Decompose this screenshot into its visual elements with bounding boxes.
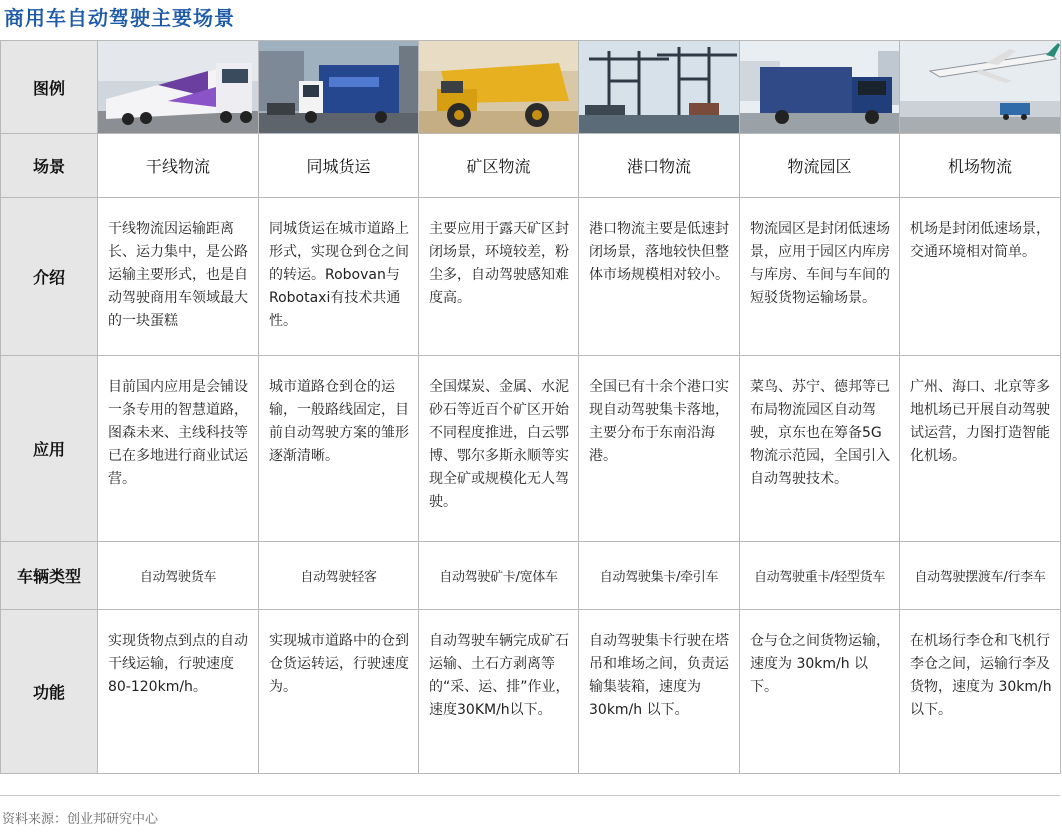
- function-cell: 在机场行李仓和飞机行李仓之间，运输行李及货物，速度为 30km/h 以下。: [900, 610, 1061, 774]
- mining-truck-photo: [419, 41, 579, 134]
- vehicle-type-cell: 自动驾驶集卡/牵引车: [579, 542, 740, 610]
- box-truck-photo: [740, 41, 900, 134]
- scene-cell: 同城货运: [259, 134, 419, 198]
- vehicle-type-cell: 自动驾驶矿卡/宽体车: [419, 542, 579, 610]
- function-row: [1, 610, 1061, 774]
- scene-cell: 物流园区: [740, 134, 900, 198]
- application-cell: 菜鸟、苏宁、德邦等已布局物流园区自动驾驶，京东也在筹备5G物流示范园，全国引入自动驾驶技术。: [740, 356, 900, 542]
- delivery-van-photo: [259, 41, 419, 134]
- intro-cell: 同城货运在城市道路上形式，实现仓到仓之间的转运。Robovan与Robotaxi有技术共通性。: [259, 198, 419, 356]
- airplane-photo: [900, 41, 1061, 134]
- row-header-intro: 介绍: [1, 198, 98, 356]
- scene-cell: 矿区物流: [419, 134, 579, 198]
- row-header-function: 功能: [1, 610, 98, 774]
- function-cell: 实现城市道路中的仓到仓货运转运，行驶速度为。: [259, 610, 419, 774]
- application-row: [1, 356, 1061, 542]
- row-header-vehicle-type: 车辆类型: [1, 542, 98, 610]
- function-cell: 自动驾驶集卡行驶在塔吊和堆场之间，负责运输集装箱，速度为 30km/h 以下。: [579, 610, 740, 774]
- application-cell: 目前国内应用是会铺设一条专用的智慧道路，图森未来、主线科技等已在多地进行商业试运营。: [98, 356, 259, 542]
- scene-cell: 干线物流: [98, 134, 259, 198]
- application-cell: 广州、海口、北京等多地机场已开展自动驾驶试运营，力图打造智能化机场。: [900, 356, 1061, 542]
- scene-cell: 港口物流: [579, 134, 740, 198]
- application-cell: 城市道路仓到仓的运输，一般路线固定，目前自动驾驶方案的雏形逐渐清晰。: [259, 356, 419, 542]
- row-header-scene: 场景: [1, 134, 98, 198]
- function-cell: 实现货物点到点的自动干线运输，行驶速度80-120km/h。: [98, 610, 259, 774]
- intro-row: [1, 198, 1061, 356]
- semi-truck-photo: [98, 41, 259, 134]
- port-crane-photo: [579, 41, 740, 134]
- footer-divider: [0, 795, 1060, 796]
- scenario-table: [0, 40, 1061, 774]
- legend-row: [1, 41, 1061, 134]
- application-cell: 全国已有十余个港口实现自动驾驶集卡落地，主要分布于东南沿海港。: [579, 356, 740, 542]
- intro-cell: 港口物流主要是低速封闭场景，落地较快但整体市场规模相对较小。: [579, 198, 740, 356]
- row-header-application: 应用: [1, 356, 98, 542]
- source-note: 资料来源：创业邦研究中心: [2, 812, 159, 827]
- vehicle-type-cell: 自动驾驶货车: [98, 542, 259, 610]
- vehicle-type-cell: 自动驾驶重卡/轻型货车: [740, 542, 900, 610]
- intro-cell: 物流园区是封闭低速场景，应用于园区内库房与库房、车间与车间的短驳货物运输场景。: [740, 198, 900, 356]
- vehicle-type-cell: 自动驾驶轻客: [259, 542, 419, 610]
- function-cell: 自动驾驶车辆完成矿石运输、土石方剥离等的“采、运、排”作业，速度30KM/h以下。: [419, 610, 579, 774]
- page-title: 商用车自动驾驶主要场景: [4, 6, 235, 30]
- vehicle-type-row: [1, 542, 1061, 610]
- application-cell: 全国煤炭、金属、水泥砂石等近百个矿区开始不同程度推进，白云鄂博、鄂尔多斯永顺等实现全矿或规模化无人驾驶。: [419, 356, 579, 542]
- function-cell: 仓与仓之间货物运输，速度为 30km/h 以下。: [740, 610, 900, 774]
- intro-cell: 干线物流因运输距离长、运力集中，是公路运输主要形式，也是自动驾驶商用车领域最大的一块蛋糕: [98, 198, 259, 356]
- scene-cell: 机场物流: [900, 134, 1061, 198]
- row-header-legend: 图例: [1, 41, 98, 134]
- intro-cell: 主要应用于露天矿区封闭场景，环境较差，粉尘多，自动驾驶感知难度高。: [419, 198, 579, 356]
- vehicle-type-cell: 自动驾驶摆渡车/行李车: [900, 542, 1061, 610]
- scene-row: [1, 134, 1061, 198]
- intro-cell: 机场是封闭低速场景，交通环境相对简单。: [900, 198, 1061, 356]
